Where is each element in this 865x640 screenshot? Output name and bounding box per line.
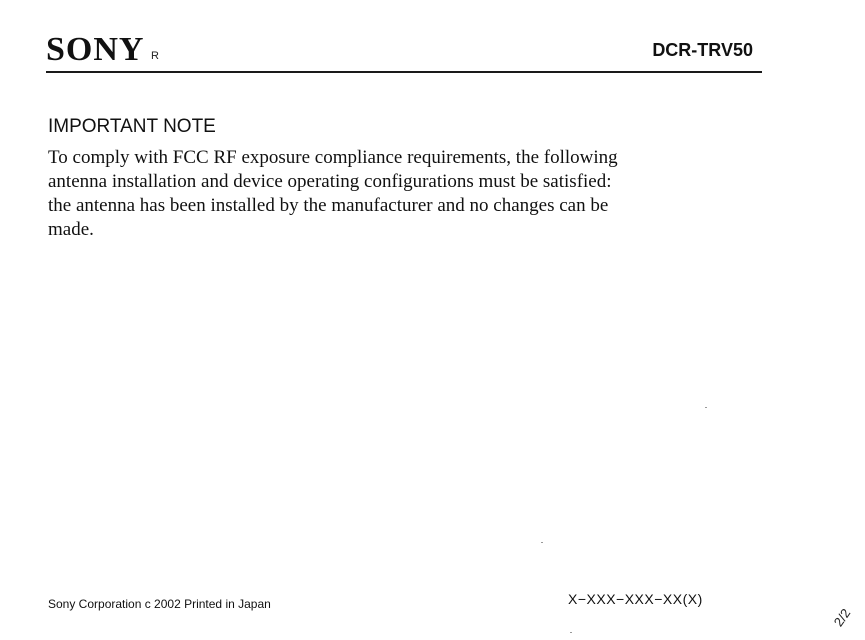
note-body <box>48 146 748 242</box>
note-heading: IMPORTANT NOTE <box>48 116 216 137</box>
footer-part-number: X−XXX−XXX−XX(X) <box>568 591 703 607</box>
scan-speck <box>541 542 543 543</box>
scan-speck <box>570 632 572 633</box>
brand-logo: SONY <box>46 31 145 68</box>
note-line: To comply with FCC RF exposure compliance requirements, the following <box>48 147 618 168</box>
model-number: DCR-TRV50 <box>652 40 753 60</box>
scan-speck <box>705 407 707 408</box>
note-line: made. <box>48 219 94 240</box>
header-divider <box>46 71 762 73</box>
page-number-mark: 2/2 <box>830 605 854 630</box>
note-line: antenna installation and device operating configurations must be satisfied: <box>48 171 612 192</box>
note-line: the antenna has been installed by the manufacturer and no changes can be <box>48 195 609 216</box>
footer-company: Sony Corporation c 2002 Printed in Japan <box>48 597 271 611</box>
registered-mark: R <box>151 50 159 62</box>
